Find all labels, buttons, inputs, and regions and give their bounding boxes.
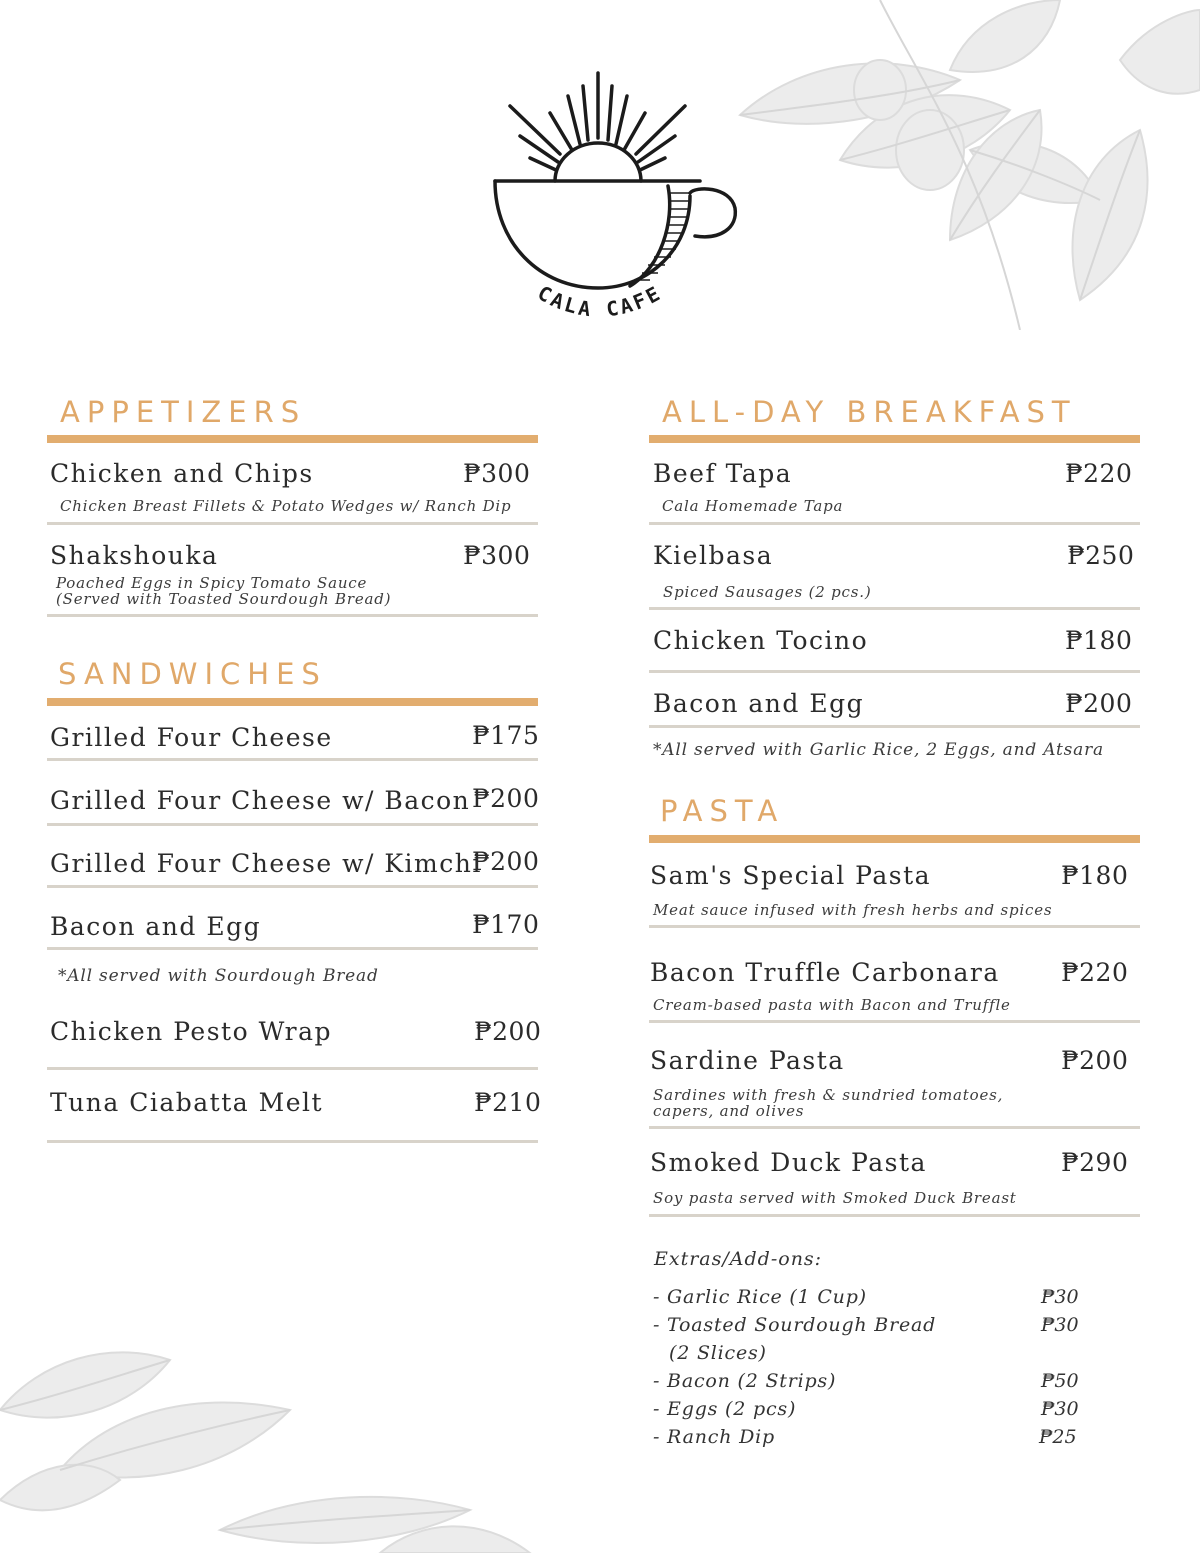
divider [47, 522, 538, 525]
menu-item-name: Grilled Four Cheese w/ Bacon [50, 786, 471, 815]
divider [47, 1067, 538, 1070]
menu-item-desc: Poached Eggs in Spicy Tomato Sauce [56, 574, 368, 592]
extras-title: Extras/Add-ons: [654, 1248, 823, 1270]
menu-item-price: ₱180 [1061, 861, 1129, 890]
decorative-leaves-top [720, 0, 1200, 330]
menu-item-price: ₱200 [474, 1017, 542, 1046]
section-bar [649, 435, 1140, 443]
menu-item-name: Tuna Ciabatta Melt [50, 1088, 324, 1117]
divider [649, 725, 1140, 728]
logo-text: CALA CAFE [533, 280, 667, 322]
divider [47, 1140, 538, 1143]
menu-item-desc: Sardines with fresh & sundried tomatoes, [653, 1086, 1004, 1104]
menu-item-name: Grilled Four Cheese [50, 723, 333, 752]
section-bar [47, 435, 538, 443]
menu-item-price: ₱210 [474, 1088, 542, 1117]
menu-item-desc: Meat sauce infused with fresh herbs and spices [653, 901, 1053, 919]
divider [649, 607, 1140, 610]
menu-item-name: Bacon and Egg [50, 912, 262, 941]
menu-item-name: Kielbasa [653, 541, 774, 570]
menu-item-price: ₱170 [472, 910, 540, 939]
menu-item-price: ₱220 [1061, 958, 1129, 987]
extra-item-label: - Eggs (2 pcs) [653, 1398, 797, 1420]
menu-item-desc: (Served with Toasted Sourdough Bread) [56, 590, 392, 608]
menu-item-price: ₱300 [463, 541, 531, 570]
menu-item-desc: Spiced Sausages (2 pcs.) [663, 583, 872, 601]
divider [47, 614, 538, 617]
divider [649, 1126, 1140, 1129]
menu-item-name: Sardine Pasta [650, 1046, 845, 1075]
menu-item-price: ₱300 [463, 459, 531, 488]
menu-item-price: ₱180 [1065, 626, 1133, 655]
section-bar [47, 698, 538, 706]
extra-item-label: - Toasted Sourdough Bread [653, 1314, 937, 1336]
extra-item-price: ₱30 [1041, 1314, 1079, 1336]
menu-item-price: ₱290 [1061, 1148, 1129, 1177]
menu-item-price: ₱220 [1065, 459, 1133, 488]
extra-item-price: ₱25 [1039, 1426, 1077, 1448]
breakfast-note: *All served with Garlic Rice, 2 Eggs, and Atsara [653, 740, 1104, 760]
menu-item-name: Beef Tapa [653, 459, 793, 488]
extra-item-price: ₱30 [1041, 1398, 1079, 1420]
menu-item-desc: Cream-based pasta with Bacon and Truffle [653, 996, 1011, 1014]
menu-item-price: ₱200 [472, 847, 540, 876]
menu-item-name: Grilled Four Cheese w/ Kimchi [50, 849, 482, 878]
divider [47, 885, 538, 888]
section-title-pasta: PASTA [660, 794, 785, 828]
sandwiches-note: *All served with Sourdough Bread [58, 966, 379, 986]
menu-item-price: ₱200 [472, 784, 540, 813]
divider [47, 758, 538, 761]
divider [649, 1214, 1140, 1217]
menu-item-name: Smoked Duck Pasta [650, 1148, 927, 1177]
divider [47, 823, 538, 826]
extra-item-label: - Garlic Rice (1 Cup) [653, 1286, 867, 1308]
menu-item-price: ₱200 [1061, 1046, 1129, 1075]
extra-item-label: (2 Slices) [669, 1342, 767, 1364]
extra-item-label: - Ranch Dip [653, 1426, 775, 1448]
menu-item-price: ₱250 [1067, 541, 1135, 570]
menu-item-price: ₱175 [472, 721, 540, 750]
divider [649, 522, 1140, 525]
extra-item-price: ₱30 [1041, 1286, 1079, 1308]
menu-item-name: Shakshouka [50, 541, 219, 570]
menu-item-name: Bacon Truffle Carbonara [650, 958, 1000, 987]
menu-item-name: Chicken and Chips [50, 459, 314, 488]
divider [649, 670, 1140, 673]
decorative-leaves-bottom [0, 1330, 540, 1553]
menu-item-desc: Soy pasta served with Smoked Duck Breast [653, 1189, 1017, 1207]
section-title-appetizers: APPETIZERS [60, 395, 307, 429]
menu-item-desc: capers, and olives [653, 1102, 805, 1120]
menu-item-price: ₱200 [1065, 689, 1133, 718]
section-title-breakfast: ALL-DAY BREAKFAST [662, 395, 1077, 429]
menu-item-name: Sam's Special Pasta [650, 861, 932, 890]
menu-item-name: Bacon and Egg [653, 689, 865, 718]
menu-item-name: Chicken Tocino [653, 626, 869, 655]
divider [47, 947, 538, 950]
menu-item-name: Chicken Pesto Wrap [50, 1017, 333, 1046]
cala-cafe-logo [490, 68, 740, 338]
divider [649, 925, 1140, 928]
menu-item-desc: Chicken Breast Fillets & Potato Wedges w/ Ranch Dip [60, 497, 512, 515]
extra-item-price: ₱50 [1041, 1370, 1079, 1392]
menu-item-desc: Cala Homemade Tapa [662, 497, 844, 515]
extra-item-label: - Bacon (2 Strips) [653, 1370, 837, 1392]
section-bar [649, 835, 1140, 843]
section-title-sandwiches: SANDWICHES [58, 657, 327, 691]
divider [649, 1020, 1140, 1023]
